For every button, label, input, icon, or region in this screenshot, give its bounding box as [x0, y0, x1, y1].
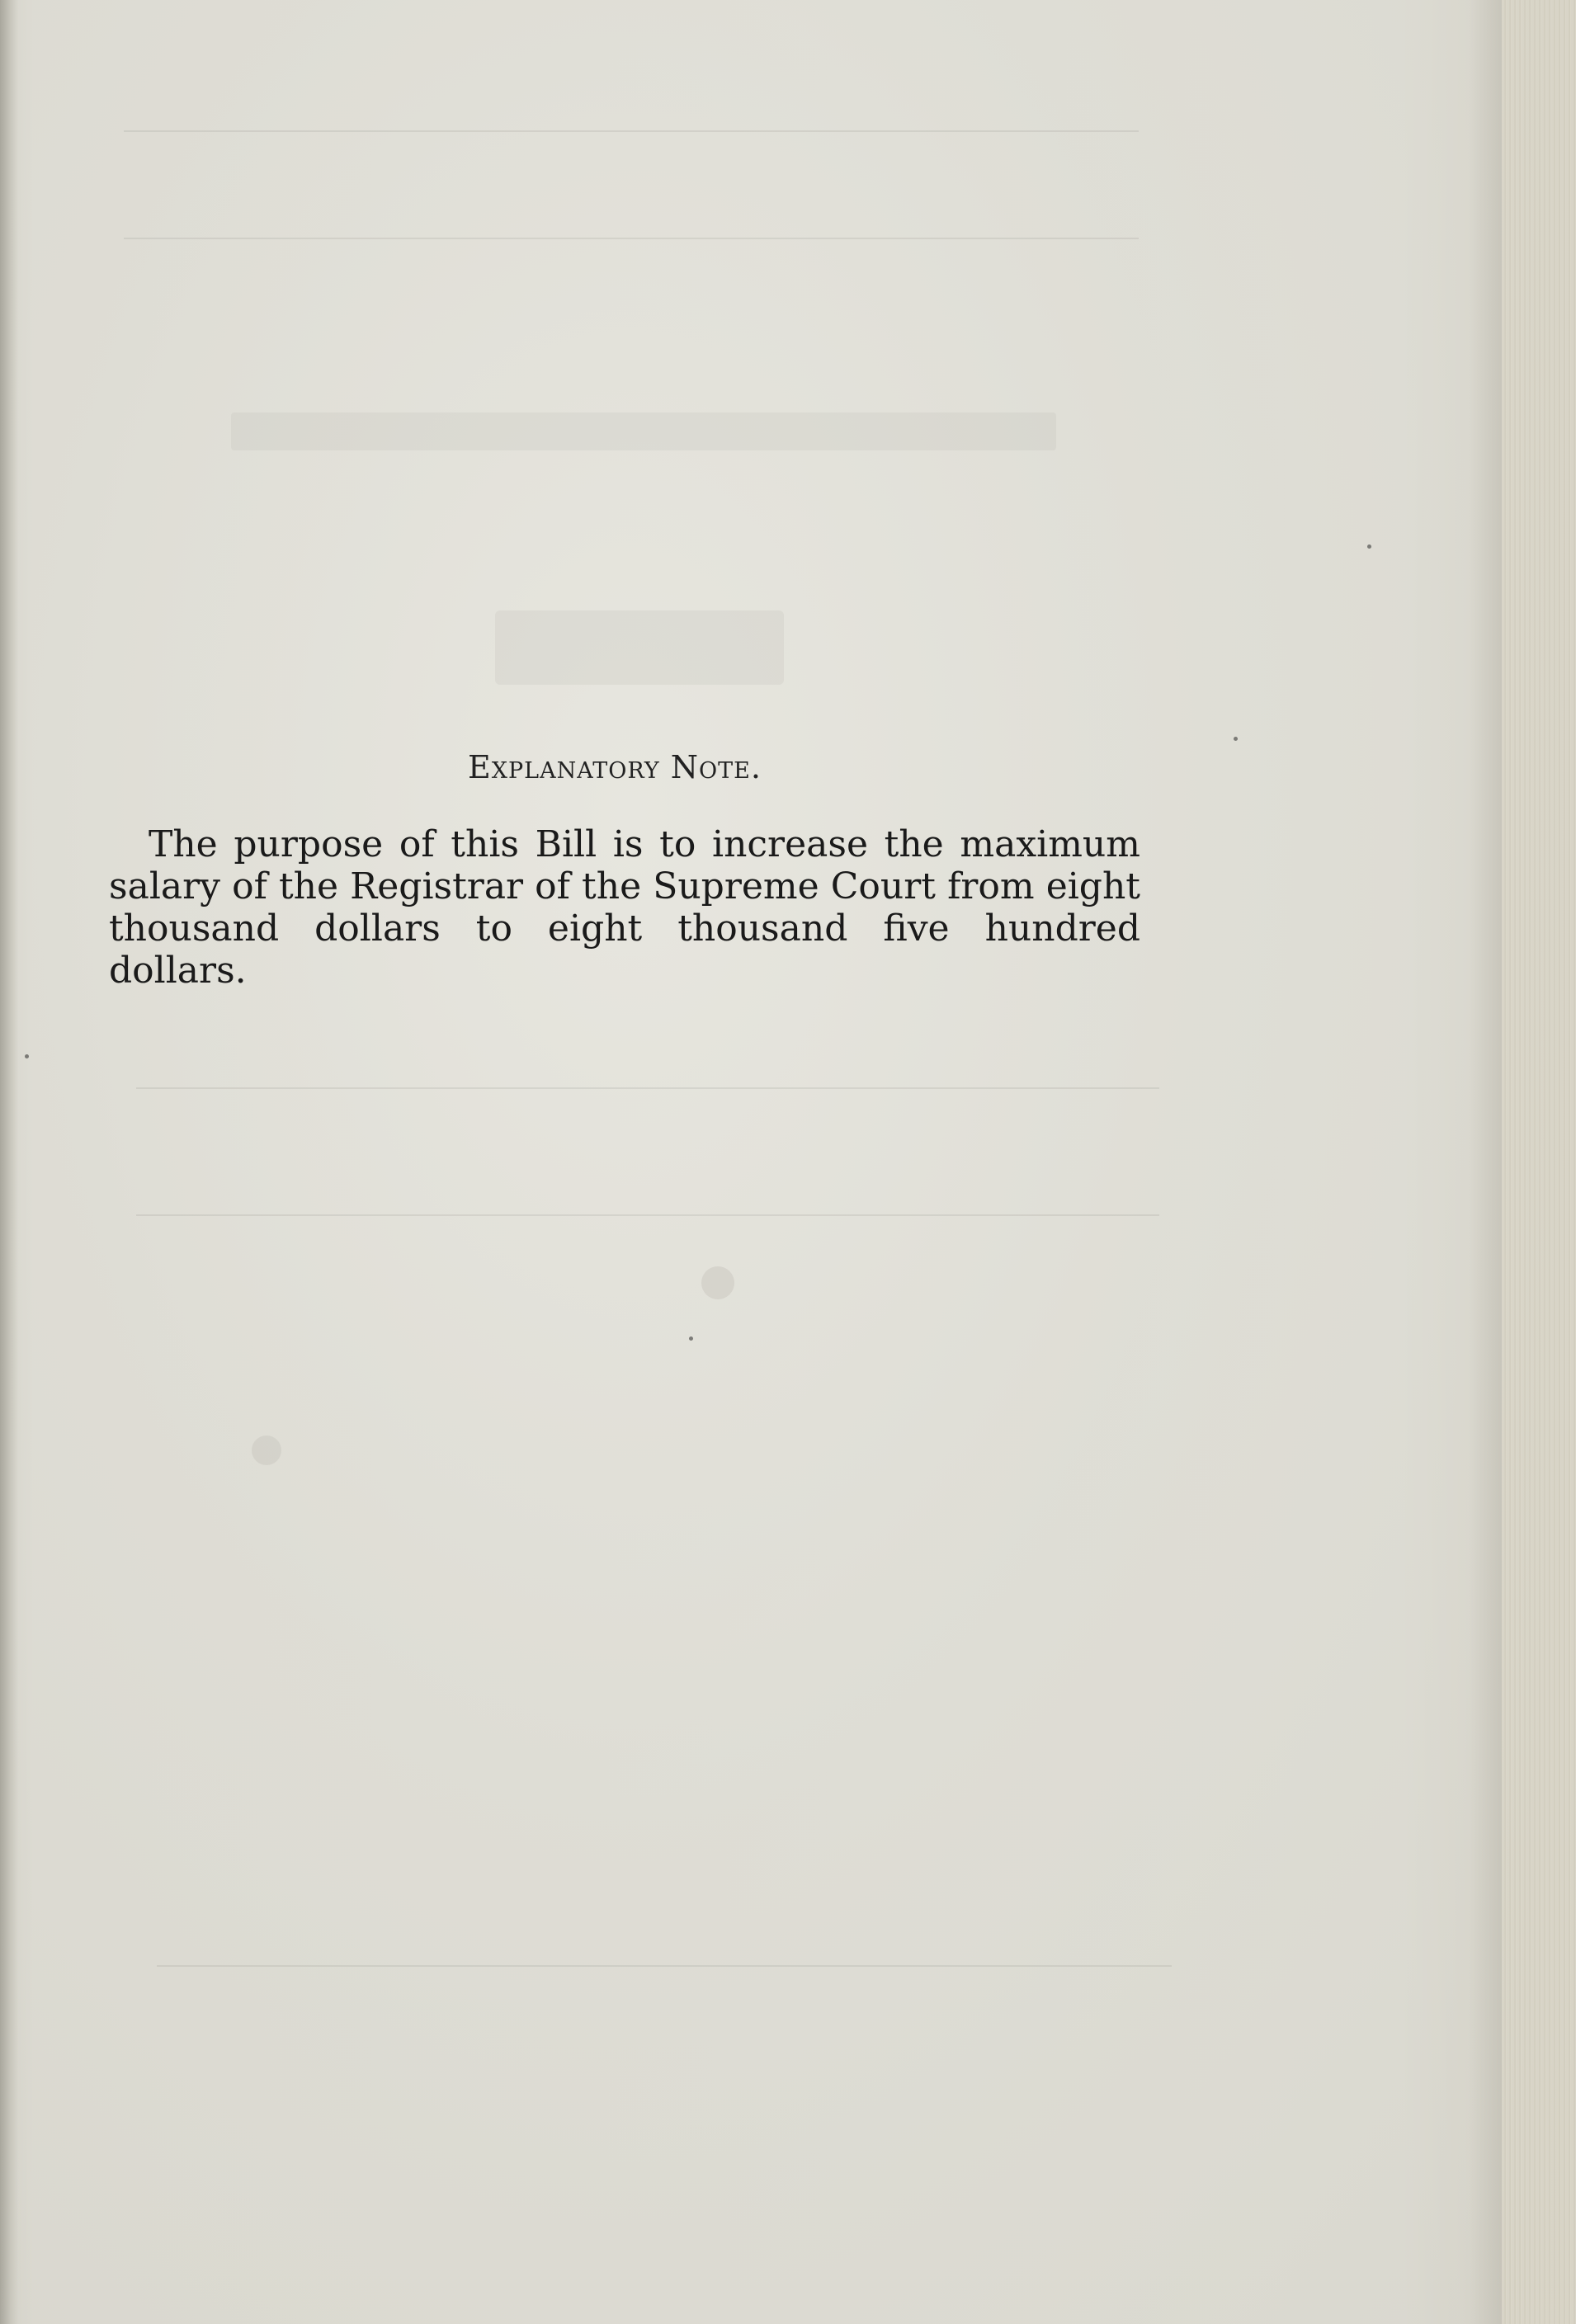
paper-speck	[1367, 544, 1371, 549]
left-page-edge	[0, 0, 18, 2324]
explanatory-note-body	[109, 823, 1140, 992]
showthrough-dot	[701, 1266, 734, 1299]
paper-speck	[689, 1336, 693, 1341]
showthrough-rule	[124, 130, 1139, 132]
showthrough-rule	[136, 1214, 1159, 1216]
showthrough-rule	[124, 238, 1139, 239]
right-edge-shadow	[1469, 0, 1502, 2324]
showthrough-dot	[252, 1435, 281, 1465]
right-page-stack-edge	[1502, 0, 1576, 2324]
paper-speck	[25, 1054, 29, 1058]
showthrough-rule	[157, 1965, 1172, 1967]
showthrough-block	[495, 610, 784, 685]
showthrough-rule	[136, 1087, 1159, 1089]
showthrough-block	[231, 412, 1056, 450]
explanatory-note-heading: Explanatory Note.	[468, 749, 762, 785]
paper-speck	[1234, 737, 1238, 741]
explanatory-note-paragraph: The purpose of this Bill is to increase the maximum salary of the Registrar of the Supreme Court from eight thousand dollars to eight thousand five hundred dollars.	[109, 823, 1140, 992]
